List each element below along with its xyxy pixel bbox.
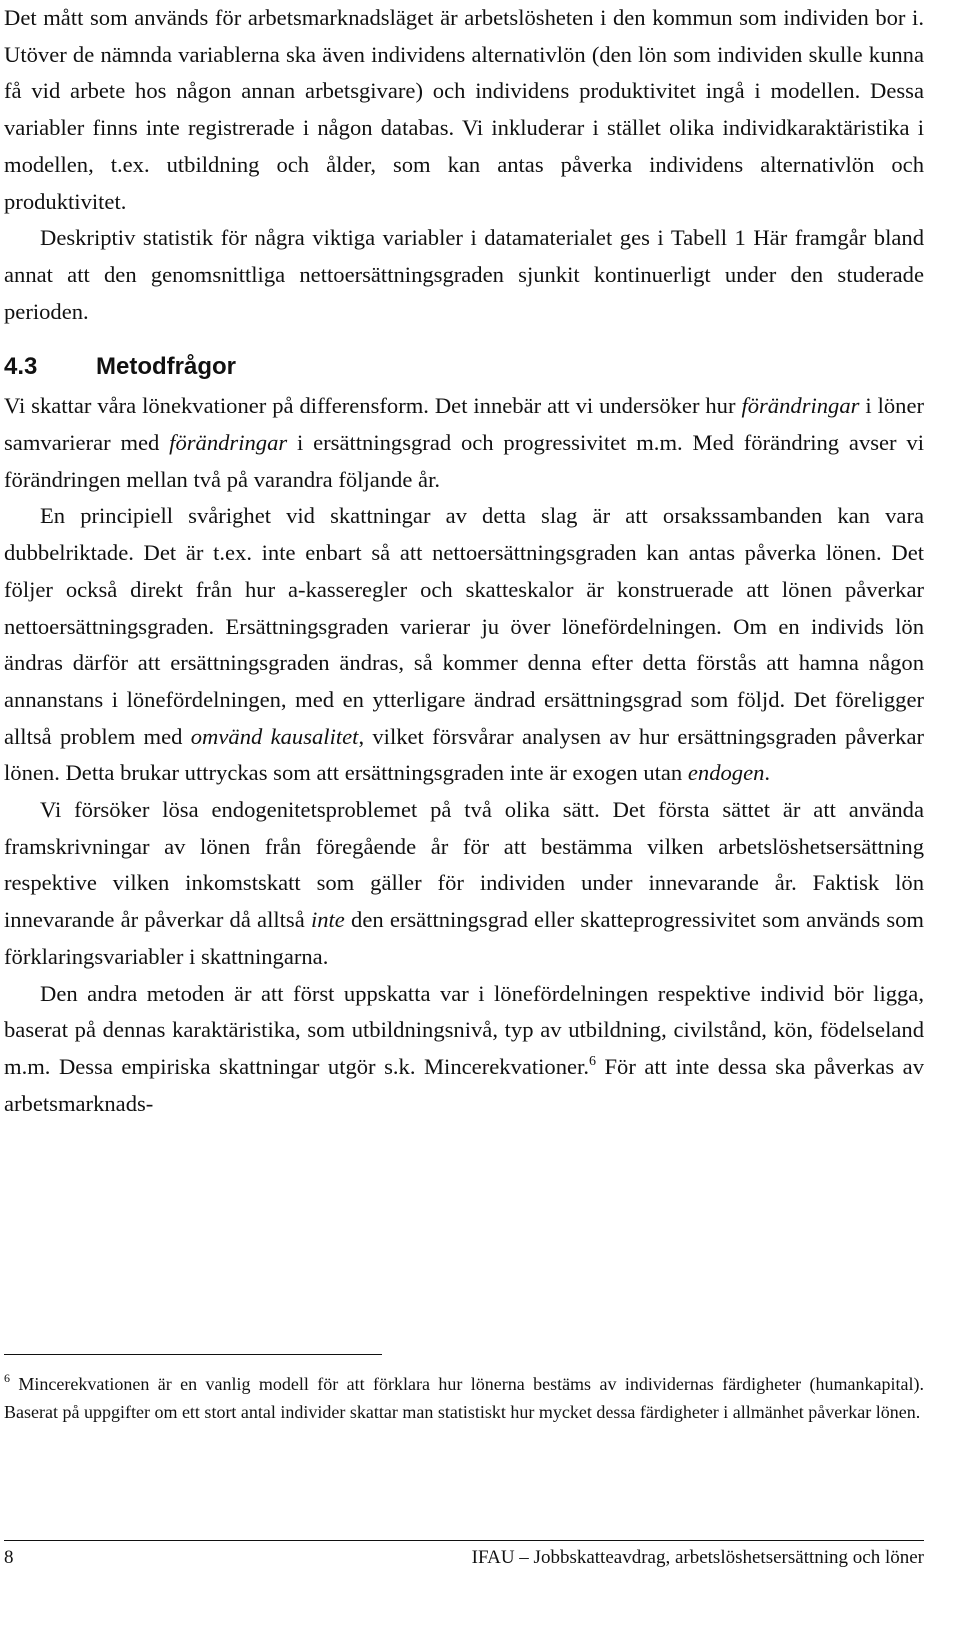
paragraph-4 — [4, 498, 924, 792]
footnote-text: Mincerekvationen är en vanlig modell för att förklara hur lönerna bestäms av individernas färdigheter (humankapital). Baserat på uppgifter om ett stort antal individer skattar man statistiskt hur mycket dessa färdigheter i allmänhet påverkar lönen. — [4, 1374, 924, 1422]
paragraph-5-emphasis: inte — [310, 907, 345, 933]
footnote-reference[interactable]: 6 — [588, 1053, 596, 1069]
paragraph-5 — [4, 792, 924, 976]
paragraph-3 — [4, 388, 924, 498]
paragraph-4-emphasis: omvänd kausalitet — [190, 723, 359, 749]
paragraph-5-text: den ersättningsgrad eller skatteprogressivitet som används som förklaringsvariabler i skattningarna. — [4, 907, 924, 969]
paragraph-3-emphasis: förändringar — [741, 393, 860, 419]
running-title: IFAU – Jobbskatteavdrag, arbetslöshetsersättning och löner — [471, 1547, 924, 1568]
paragraph-5-text: Vi försöker lösa endogenitetsproblemet på två olika sätt. Det första sättet är att använda framskrivningar av lönen från föregående år för att bestämma vilken arbetslöshetsersättning respektive vilken inkomstskatt som gäller för individen under innevarande år. Faktisk lön innevarande år påverkar då alltså — [4, 797, 924, 933]
paragraph-4-text: , vilket försvårar analysen av hur ersättningsgraden påverkar lönen. Detta brukar uttryckas som att ersättningsgraden inte är exogen utan — [4, 723, 924, 786]
footnote — [4, 1370, 924, 1426]
paragraph-6-text: Den andra metoden är att först uppskatta var i lönefördelningen respektive individ bör ligga, baserat på dennas karaktäristika, som utbildningsnivå, typ av utbildning, civilstånd, kön, födelseland m.m. Dessa empiriska skattningar utgör s.k. Mincerekvationer. — [4, 980, 924, 1079]
paragraph-3-emphasis: förändringar — [169, 430, 288, 456]
footnote-separator — [4, 1354, 382, 1355]
paragraph-4-text: En principiell svårighet vid skattningar av detta slag är att orsakssambanden kan vara dubbelriktade. Det är t.ex. inte enbart så att nettoersättningsgraden kan antas påverka lönen. Det följer också direkt från hur a-kasseregler och skatteskalor är konstruerade att lönen påverkar nettoersättningsgraden. Ersättningsgraden varierar ju över lönefördelningen. Om en individs lön ändras därför att ersättningsgraden ändras, så kommer denna efter detta förstås att hamna någon annanstans i lönefördelningen, med en ytterligare ändrad ersättningsgrad som följd. Det föreligger alltså problem med — [4, 503, 924, 749]
paragraph-2-text: Deskriptiv statistik för några viktiga variabler i datamaterialet ges i Tabell 1 Här framgår bland annat att den genomsnittliga nettoersättningsgraden sjunkit kontinuerligt under den studerade perioden. — [4, 225, 924, 324]
paragraph-6 — [4, 976, 924, 1123]
paragraph-6-text: För att inte dessa ska påverkas av arbetsmarknads- — [4, 1053, 924, 1116]
paragraph-2 — [4, 220, 924, 330]
section-number: 4.3 — [4, 353, 38, 381]
paragraph-3-text: Vi skattar våra lönekvationer på differensform. Det innebär att vi undersöker hur — [4, 393, 742, 419]
section-heading — [4, 352, 924, 382]
paragraph-3-text: i ersättningsgrad och progressivitet m.m. Med förändring avser vi förändringen mellan två på varandra följande år. — [4, 430, 924, 492]
page-footer — [4, 1540, 924, 1568]
paragraph-3-text: i löner samvarierar med — [4, 393, 924, 456]
page-number: 8 — [4, 1547, 14, 1568]
document-page — [4, 0, 924, 1122]
paragraph-4-text: . — [764, 760, 771, 786]
paragraph-1-text: Det mått som används för arbetsmarknadsläget är arbetslösheten i den kommun som individen bor i. Utöver de nämnda variablerna ska även individens alternativlön (den lön som individen skulle kunna få vid arbete hos någon annan arbetsgivare) och individens produktivitet ingå i modellen. Dessa variabler finns inte registrerade i någon databas. Vi inkluderar i stället olika individkaraktäristika i modellen, t.ex. utbildning och ålder, som kan antas påverka individens alternativlön och produktivitet. — [4, 5, 924, 214]
paragraph-4-emphasis: endogen — [687, 760, 765, 786]
paragraph-1 — [4, 0, 924, 220]
footnote-number: 6 — [4, 1371, 10, 1385]
section-title: Metodfrågor — [96, 353, 236, 381]
